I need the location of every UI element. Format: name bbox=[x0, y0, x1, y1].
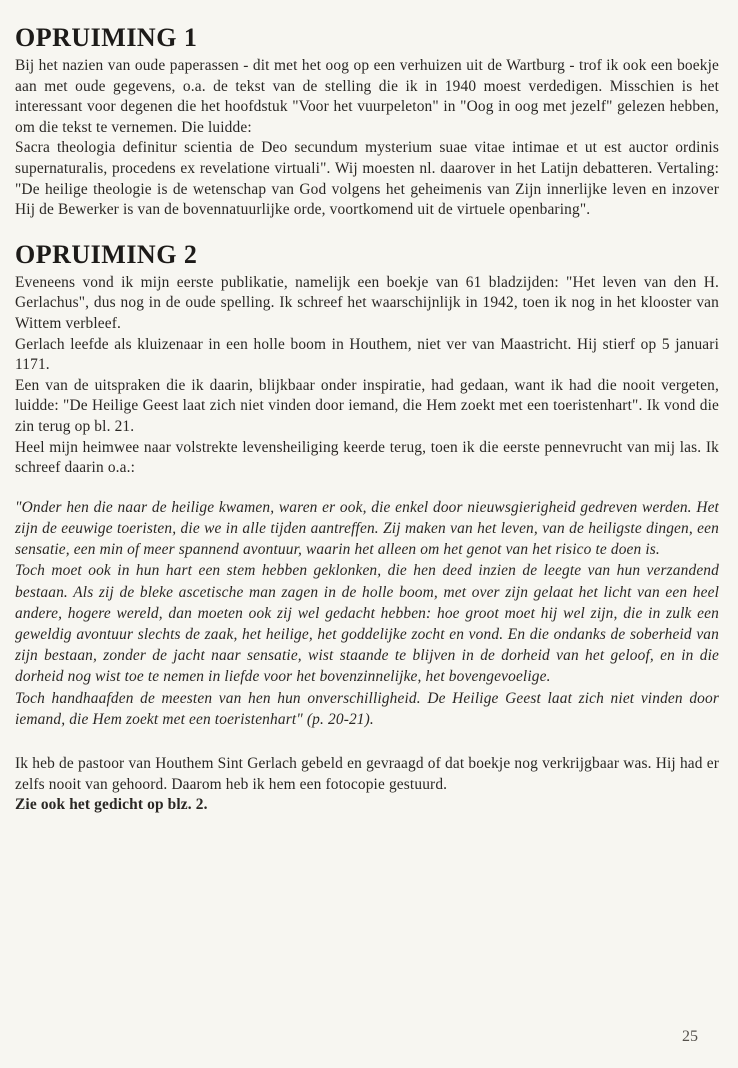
section-2-paragraph-3: Een van de uitspraken die ik daarin, blijkbaar onder inspiratie, had gedaan, want ik had die nooit vergeten, luidde: "De Heilige Geest laat zich niet vinden door iemand, die Hem zoekt met een toeristenhart". Ik vond die zin terug op bl. 21. bbox=[15, 376, 719, 435]
page-content bbox=[15, 22, 719, 816]
closing-section bbox=[15, 754, 719, 816]
section-1-title: OPRUIMING 1 bbox=[15, 23, 198, 52]
page-number: 25 bbox=[682, 1028, 698, 1045]
section-1-paragraph-1: Bij het nazien van oude paperassen - dit met het oog op een verhuizen uit de Wartburg - trof ik ook een boekje aan met oude gegevens, o.a. de tekst van de stelling die ik in 1940 moest verdedigen. Misschien is het interessant voor degenen die het hoofdstuk "Voor het vuurpeleton" in "Oog in oog met jezelf" gelezen hebben, om die tekst te vernemen. Die luidde: bbox=[15, 57, 719, 136]
quote-paragraph-3: Toch handhaafden de meesten van hen hun onverschilligheid. De Heilige Geest laat zich niet vinden door iemand, die Hem zoekt met een toeristenhart" (p. 20-21). bbox=[15, 689, 719, 728]
section-2-paragraph-1: Eveneens vond ik mijn eerste publikatie, namelijk een boekje van 61 bladzijden: "Het leven van den H. Gerlachus", dus nog in de oude spelling. Ik schreef het waarschijnlijk in 1942, toen ik nog in het klooster van Wittem verbleef. bbox=[15, 273, 719, 332]
section-2-paragraph-2: Gerlach leefde als kluizenaar in een holle boom in Houthem, niet ver van Maastricht. Hij stierf op 5 januari 1171. bbox=[15, 335, 719, 374]
section-1-paragraph-2: Sacra theologia definitur scientia de Deo secundum mysterium suae vitae intimae et ut est auctor ordinis supernaturalis, procedens ex revelatione virtuali". Wij moesten nl. daarover in het Latijn debatteren. Vertaling: "De heilige theologie is de wetenschap van God volgens het geheimenis van Zijn innerlijke leven en inzover Hij de Bewerker is van de bovennatuurlijke orde, voortkomend uit de virtuele openbaring". bbox=[15, 139, 719, 219]
quote-paragraph-1: "Onder hen die naar de heilige kwamen, waren er ook, die enkel door nieuwsgierigheid gedreven werden. Het zijn de eeuwige toeristen, die we in alle tijden aantreffen. Zij maken van het leven, van de heiligste dingen, een sensatie, een min of meer spannend avontuur, waarin het alleen om het genot van het risico te doen is. bbox=[15, 498, 719, 559]
closing-paragraph: Ik heb de pastoor van Houthem Sint Gerlach gebeld en gevraagd of dat boekje nog verkrijgbaar was. Hij had er zelfs nooit van gehoord. Daarom heb ik hem een fotocopie gestuurd. bbox=[15, 754, 719, 793]
section-2-title: OPRUIMING 2 bbox=[15, 239, 198, 269]
quote-paragraph-2: Toch moet ook in hun hart een stem hebben geklonken, die hen deed inzien de leegte van hun verzandend bestaan. Als zij de bleke ascetische man zagen in de holle boom, met over zijn gelaat het licht van een heel andere, hogere wereld, dan moeten ook zij wel gedacht hebben: hoe groot moet hij wel zijn, die in zulk een geweldig avontuur slechts de zaak, het heilige, het goddelijke zocht en vond. En die ondanks de soberheid van zijn bestaan, zonder de jacht naar sensatie, wist staande te blijven in de dorheid van het geloof, en in die dorheid nog wist toe te nemen in liefde voor het bovenzinnelijke, het bovengevoelige. bbox=[15, 562, 719, 686]
see-also-note: Zie ook het gedicht op blz. 2. bbox=[15, 796, 208, 814]
section-2-paragraph-4: Heel mijn heimwee naar volstrekte levensheiliging keerde terug, toen ik die eerste pennevrucht van mij las. Ik schreef daarin o.a.: bbox=[15, 438, 719, 477]
quoted-passage bbox=[15, 497, 719, 730]
